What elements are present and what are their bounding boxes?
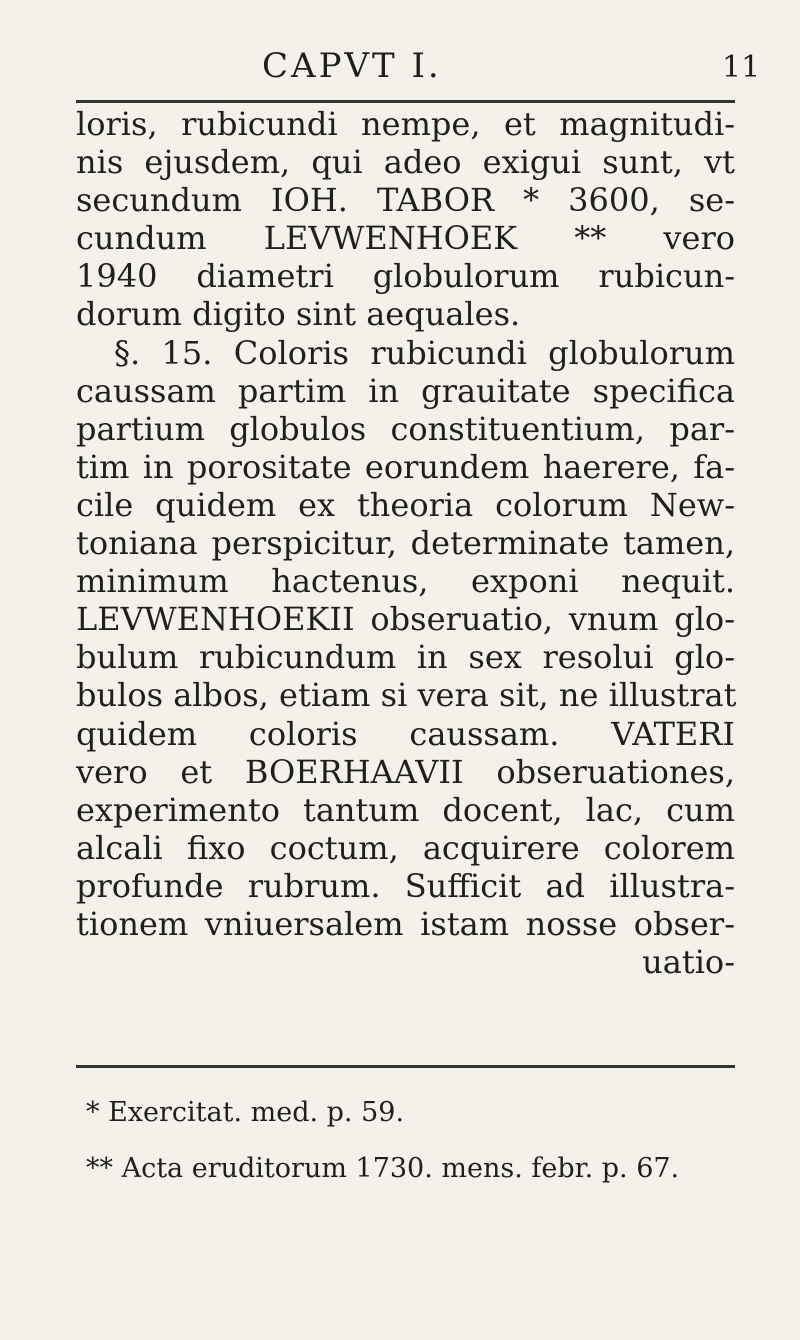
text-line: cundum LEVWENHOEK ** vero — [76, 219, 735, 258]
text-line: cile quidem ex theoria colorum New- — [76, 485, 735, 524]
footnote-rule — [76, 1065, 735, 1068]
footnote: ** Acta eruditorum 1730. mens. febr. p. 67. — [86, 1153, 680, 1184]
page-number: 11 — [722, 50, 761, 85]
text-line: dorum digito sint aequales. — [76, 295, 521, 334]
text-line: partium globulos constituentium, par- — [76, 409, 735, 448]
body-text — [76, 105, 735, 981]
text-line: profunde rubrum. Sufficit ad illustra- — [76, 866, 735, 905]
footnotes — [76, 1085, 735, 1197]
header-rule — [76, 100, 735, 103]
text-line: tim in porositate eorundem haerere, fa- — [76, 447, 735, 486]
text-line: quidem coloris caussam. VATERI — [76, 714, 735, 753]
text-line: secundum IOH. TABOR * 3600, se- — [76, 181, 735, 220]
text-line: loris, rubicundi nempe, et magnitudi- — [76, 105, 735, 143]
catchword: uatio- — [642, 943, 735, 982]
text-line: nis ejusdem, qui adeo exigui sunt, vt — [76, 143, 735, 182]
text-line: caussam partim in grauitate specifica — [76, 371, 735, 410]
page-header — [0, 30, 800, 90]
text-line: toniana perspicitur, determinate tamen, — [76, 524, 735, 563]
text-line: minimum hactenus, exponi nequit. — [76, 562, 735, 601]
text-line: alcali fixo coctum, acquirere colorem — [76, 828, 735, 867]
text-line: experimento tantum docent, lac, cum — [76, 790, 735, 829]
text-line: §. 15. Coloris rubicundi globulorum — [114, 333, 735, 372]
running-head: CAPVT I. — [262, 46, 442, 86]
text-line: bulos albos, etiam si vera sit, ne illustrat — [76, 676, 737, 715]
text-line: bulum rubicundum in sex resolui glo- — [76, 638, 735, 677]
footnote: * Exercitat. med. p. 59. — [86, 1097, 405, 1128]
text-line: LEVWENHOEKII obseruatio, vnum glo- — [76, 600, 735, 639]
text-line: 1940 diametri globulorum rubicun- — [76, 257, 735, 296]
text-line: vero et BOERHAAVII obseruationes, — [76, 752, 735, 791]
text-line: tionem vniuersalem istam nosse obser- — [76, 904, 735, 943]
